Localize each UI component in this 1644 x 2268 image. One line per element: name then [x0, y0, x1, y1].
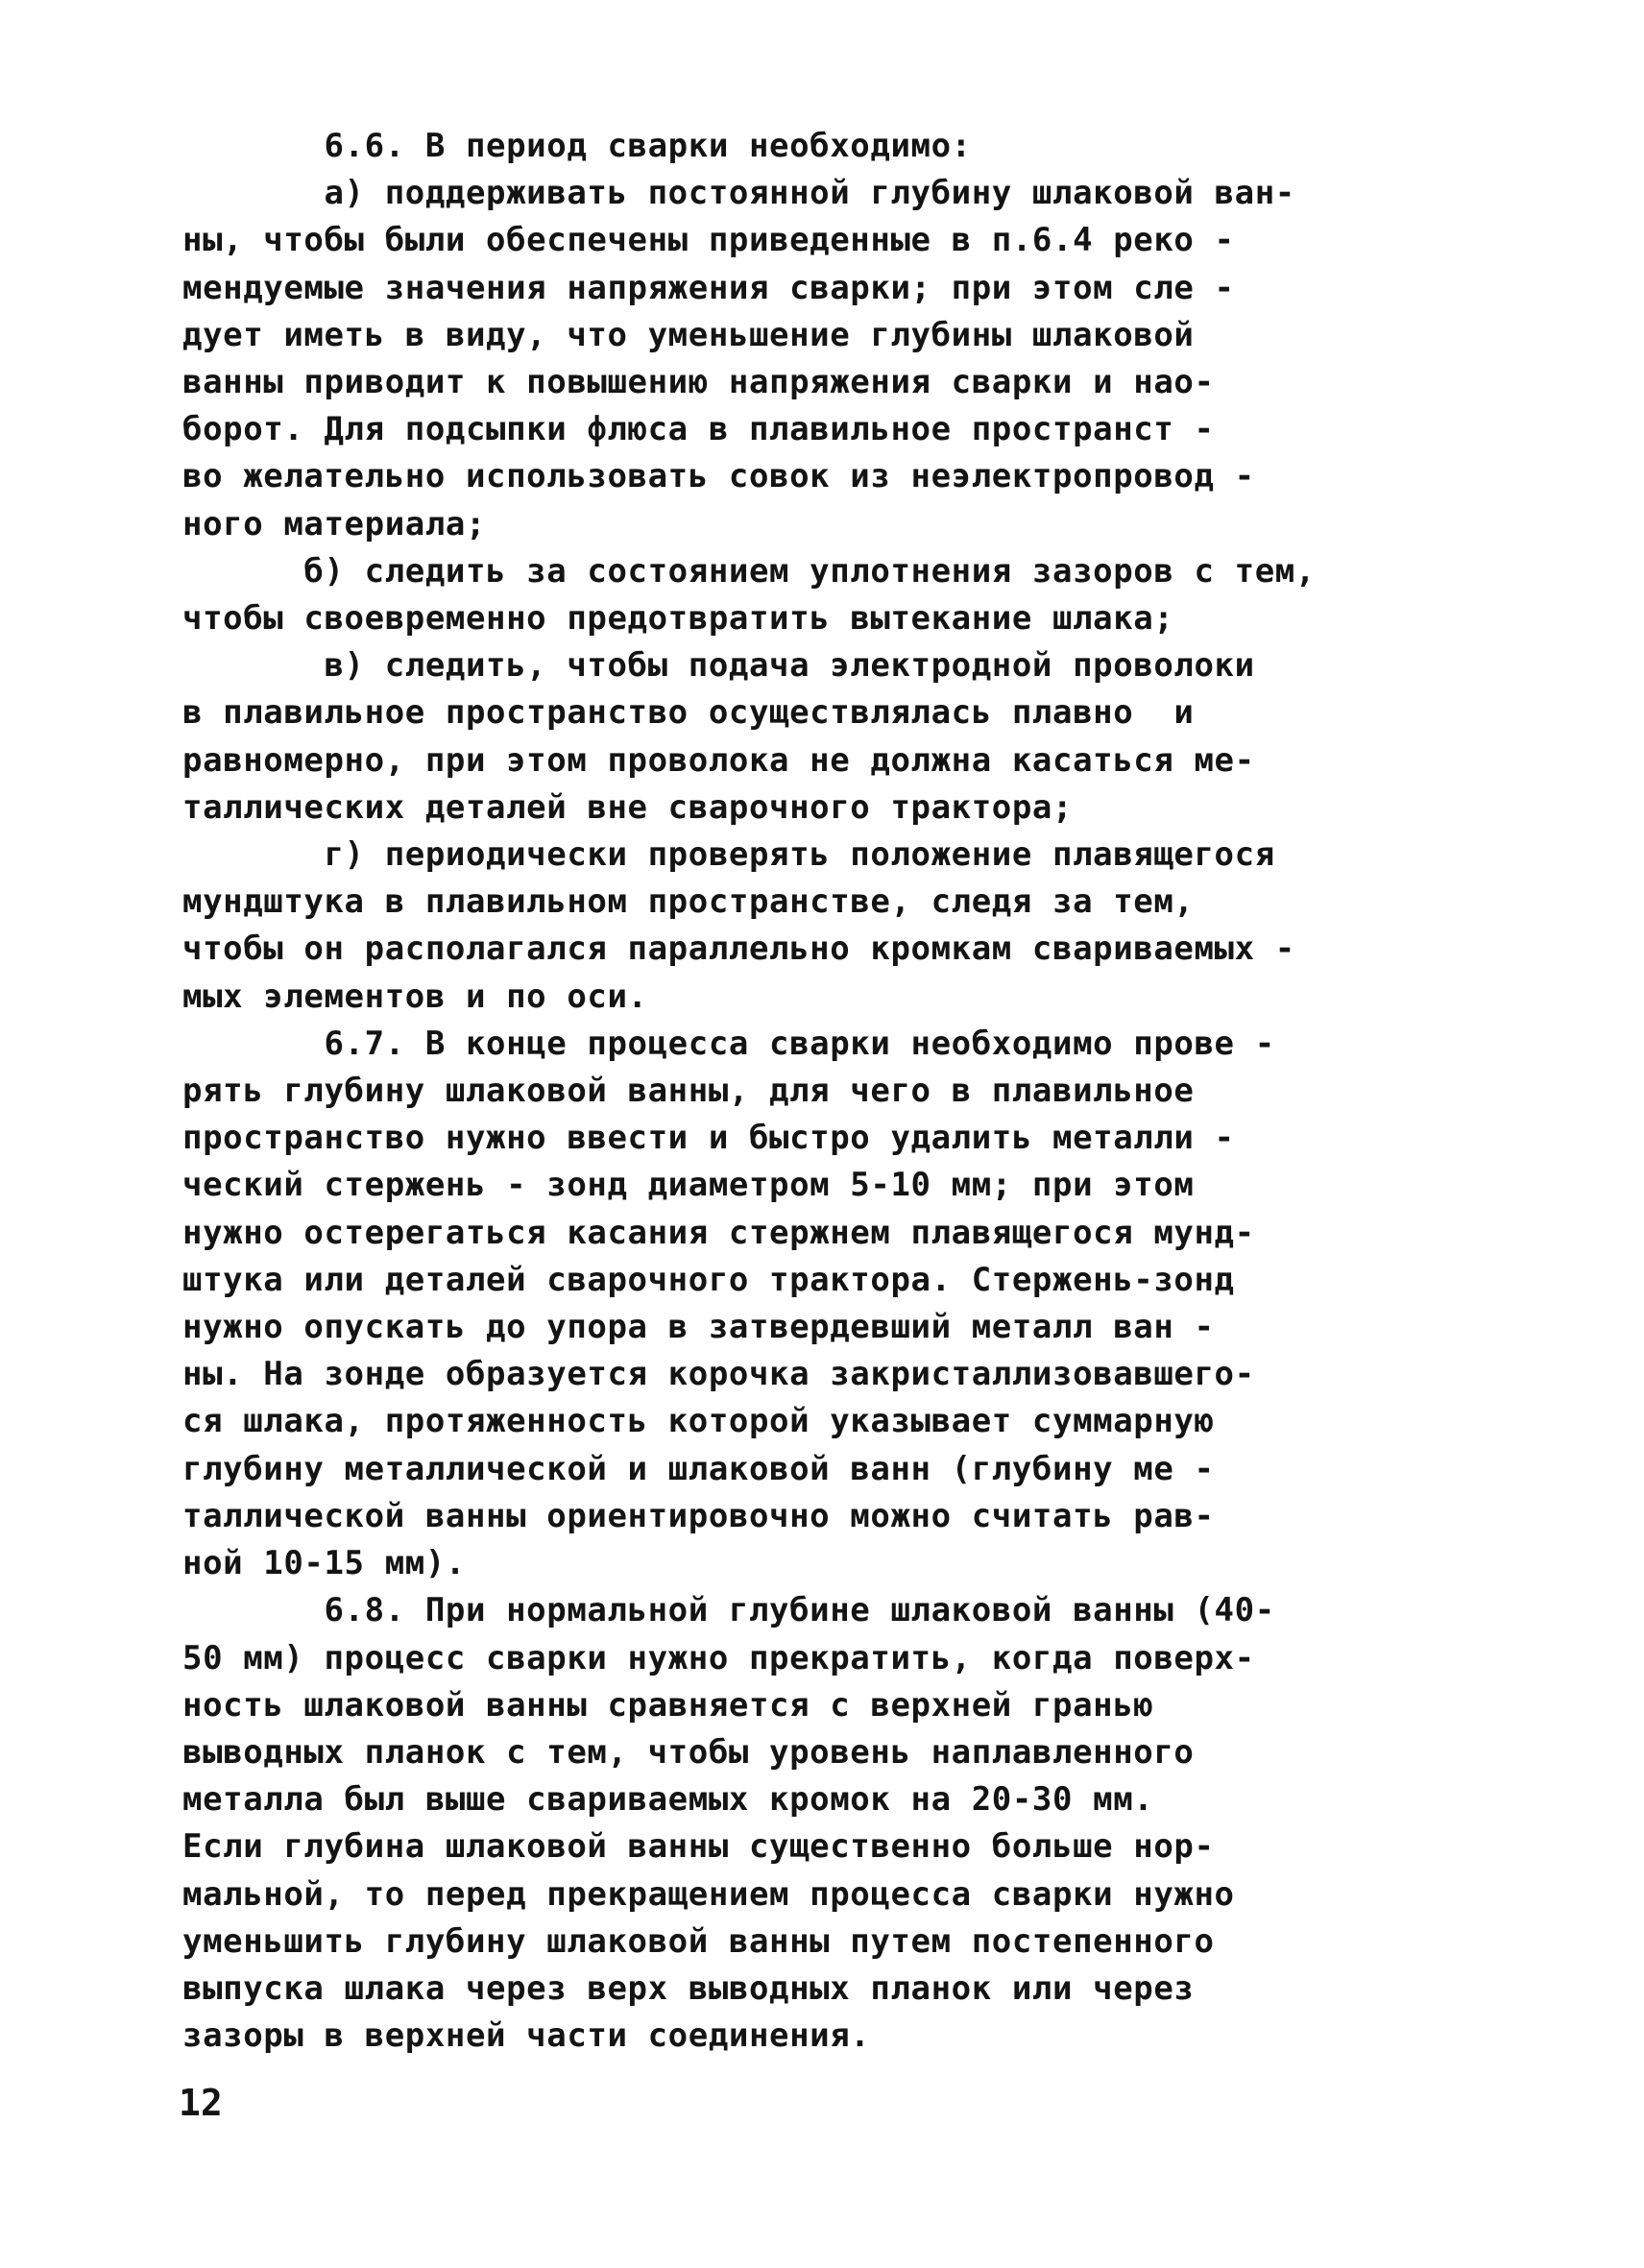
text-line: в) следить, чтобы подача электродной проволоки	[182, 646, 1255, 686]
text-line: ческий стержень - зонд диаметром 5-10 мм; при этом	[182, 1166, 1195, 1205]
text-line: ванны приводит к повышению напряжения сварки и нао-	[182, 363, 1215, 402]
text-line: ся шлака, протяженность которой указывает суммарную	[182, 1402, 1215, 1441]
text-line: таллических деталей вне сварочного трактора;	[182, 787, 1074, 827]
body-text	[182, 123, 1469, 2060]
text-line: ны. На зонде образуется корочка закристаллизовавшего-	[182, 1355, 1255, 1394]
text-line: выводных планок с тем, чтобы уровень наплавленного	[182, 1732, 1195, 1772]
text-line: 50 мм) процесс сварки нужно прекратить, когда поверх-	[182, 1638, 1255, 1677]
text-line: а) поддерживать постоянной глубину шлаковой ван-	[182, 174, 1295, 213]
text-line: борот. Для подсыпки флюса в плавильное пространст -	[182, 410, 1215, 449]
text-line: пространство нужно ввести и быстро удалить металли -	[182, 1119, 1235, 1158]
text-line: мальной, то перед прекращением процесса сварки нужно	[182, 1874, 1235, 1914]
text-line: в плавильное пространство осуществлялась плавно и	[182, 693, 1195, 733]
text-line: металла был выше свариваемых кромок на 20-30 мм.	[182, 1780, 1154, 1820]
text-line: мых элементов и по оси.	[182, 977, 648, 1016]
text-line: штука или деталей сварочного трактора. Стержень-зонд	[182, 1260, 1235, 1299]
text-line: таллической ванны ориентировочно можно считать рав-	[182, 1496, 1215, 1535]
text-line: 6.7. В конце процесса сварки необходимо прове -	[182, 1024, 1275, 1063]
text-line: равномерно, при этом проволока не должна касаться ме-	[182, 740, 1255, 780]
text-line: дует иметь в виду, что уменьшение глубины шлаковой	[182, 315, 1195, 354]
text-line: 6.6. В период сварки необходимо:	[182, 127, 972, 165]
text-line: нужно опускать до упора в затвердевший металл ван -	[182, 1308, 1215, 1347]
text-line: уменьшить глубину шлаковой ванны путем постепенного	[182, 1921, 1215, 1961]
text-line: 6.8. При нормальной глубине шлаковой ванны (40-	[182, 1591, 1275, 1630]
text-line: ность шлаковой ванны сравняется с верхней гранью	[182, 1685, 1154, 1725]
text-line: б) следить за состоянием уплотнения зазоров с тем,	[182, 551, 1316, 591]
text-line: во желательно использовать совок из неэлектропровод -	[182, 457, 1255, 496]
text-line: чтобы своевременно предотвратить вытекание шлака;	[182, 599, 1174, 639]
text-line: зазоры в верхней части соединения.	[182, 2016, 871, 2056]
text-line: чтобы он располагался параллельно кромкам свариваемых -	[182, 929, 1295, 969]
text-line: ны, чтобы были обеспечены приведенные в п.6.4 реко -	[182, 221, 1235, 260]
text-line: мундштука в плавильном пространстве, следя за тем,	[182, 882, 1195, 922]
text-line: глубину металлической и шлаковой ванн (глубину ме -	[182, 1449, 1215, 1488]
text-line: Если глубина шлаковой ванны существенно больше нор-	[182, 1827, 1215, 1867]
text-line: выпуска шлака через верх выводных планок или через	[182, 1968, 1195, 2008]
text-line: нужно остерегаться касания стержнем плавящегося мунд-	[182, 1213, 1255, 1252]
text-line: мендуемые значения напряжения сварки; при этом сле -	[182, 268, 1235, 307]
text-line: ного материала;	[182, 504, 487, 543]
page-number: 12	[179, 2082, 223, 2124]
text-line: ной 10-15 мм).	[182, 1544, 466, 1583]
text-line: рять глубину шлаковой ванны, для чего в плавильное	[182, 1072, 1195, 1111]
text-line: г) периодически проверять положение плавящегося	[182, 835, 1275, 875]
